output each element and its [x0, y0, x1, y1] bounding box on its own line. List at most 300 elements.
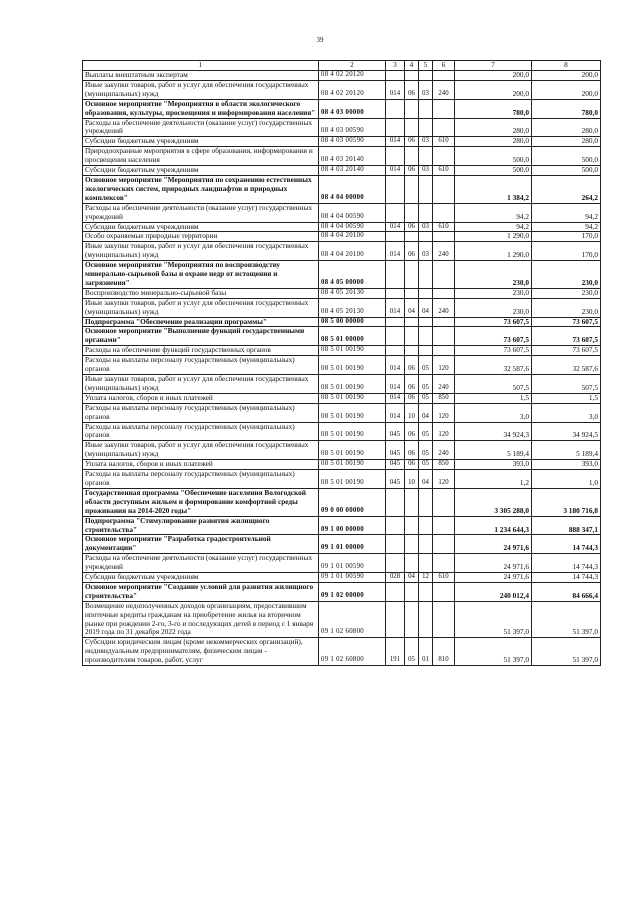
- table-row: [83, 166, 601, 176]
- row-name-cell: Подпрограмма "Стимулирование развития жилищного строительства": [83, 516, 319, 535]
- row-section-cell: 06: [405, 460, 419, 470]
- row-expense-type-cell: [433, 99, 455, 118]
- row-subsection-cell: 03: [419, 166, 433, 176]
- table-row: [83, 403, 601, 422]
- row-section-cell: 10: [405, 470, 419, 489]
- row-subsection-cell: 05: [419, 375, 433, 394]
- row-amount-cell: 200,0: [532, 71, 601, 81]
- table-row: [83, 118, 601, 137]
- row-expense-type-cell: 610: [433, 573, 455, 583]
- row-section-cell: 06: [405, 166, 419, 176]
- row-code-cell: 08 4 05 20130: [319, 298, 386, 317]
- row-code-cell: 08 4 04 00590: [319, 203, 386, 222]
- row-amount-cell: 94,2: [532, 203, 601, 222]
- row-section-cell: [405, 147, 419, 166]
- row-amount-cell: 500,0: [455, 166, 532, 176]
- row-section-cell: [405, 118, 419, 137]
- row-name-cell: Расходы на выплаты персоналу государственных (муниципальных) органов: [83, 422, 319, 441]
- row-code-cell: 08 5 01 00190: [319, 375, 386, 394]
- row-expense-type-cell: 120: [433, 356, 455, 375]
- row-code-cell: 09 1 00 00000: [319, 516, 386, 535]
- column-header: 4: [405, 61, 419, 71]
- row-section-cell: [405, 232, 419, 242]
- row-amount-cell: 230,0: [532, 261, 601, 289]
- row-subsection-cell: 01: [419, 638, 433, 666]
- row-code-cell: 08 4 03 00590: [319, 137, 386, 147]
- row-code-cell: 08 5 00 00000: [319, 317, 386, 327]
- row-amount-cell: 14 744,3: [532, 554, 601, 573]
- row-amount-cell: 393,0: [532, 460, 601, 470]
- row-code-cell: 08 5 01 00190: [319, 422, 386, 441]
- row-amount-cell: 200,0: [532, 80, 601, 99]
- row-expense-type-cell: 850: [433, 460, 455, 470]
- row-code-cell: 08 4 04 00000: [319, 175, 386, 203]
- table-row: [83, 137, 601, 147]
- row-section-cell: [405, 516, 419, 535]
- row-section-cell: [405, 535, 419, 554]
- row-name-cell: Основное мероприятие "Создание условий для развития жилищного строительства": [83, 582, 319, 601]
- row-subsection-cell: [419, 261, 433, 289]
- row-code-cell: 09 1 02 60800: [319, 638, 386, 666]
- row-expense-type-cell: 120: [433, 470, 455, 489]
- row-amount-cell: 230,0: [532, 288, 601, 298]
- row-amount-cell: 500,0: [532, 166, 601, 176]
- row-code-cell: 08 4 03 20140: [319, 147, 386, 166]
- row-name-cell: Субсидии юридическим лицам (кроме некоммерческих организаций), индивидуальным предпринимателям, физическим лицам - производителям товаров, работ, услуг: [83, 638, 319, 666]
- row-section-cell: 05: [405, 638, 419, 666]
- row-code-cell: 08 4 04 20100: [319, 242, 386, 261]
- row-amount-cell: 24 971,6: [455, 554, 532, 573]
- row-amount-cell: 280,0: [455, 118, 532, 137]
- row-name-cell: Уплата налогов, сборов и иных платежей: [83, 393, 319, 403]
- row-expense-type-cell: [433, 147, 455, 166]
- table-row: [83, 317, 601, 327]
- row-section-cell: [405, 288, 419, 298]
- row-amount-cell: 51 397,0: [532, 638, 601, 666]
- row-code-cell: 08 4 02 20120: [319, 71, 386, 81]
- row-amount-cell: 170,0: [532, 242, 601, 261]
- row-ministry-cell: 014: [386, 222, 405, 232]
- row-expense-type-cell: [433, 554, 455, 573]
- row-expense-type-cell: 240: [433, 441, 455, 460]
- row-amount-cell: 240 012,4: [455, 582, 532, 601]
- row-subsection-cell: 04: [419, 470, 433, 489]
- table-row: [83, 582, 601, 601]
- row-code-cell: 08 5 01 00190: [319, 356, 386, 375]
- row-expense-type-cell: [433, 516, 455, 535]
- header-row: [83, 61, 601, 71]
- row-ministry-cell: [386, 488, 405, 516]
- row-ministry-cell: 014: [386, 166, 405, 176]
- table-row: [83, 288, 601, 298]
- table-row: [83, 470, 601, 489]
- table-row: [83, 441, 601, 460]
- table-row: [83, 261, 601, 289]
- row-expense-type-cell: 240: [433, 375, 455, 394]
- row-ministry-cell: [386, 535, 405, 554]
- row-subsection-cell: [419, 488, 433, 516]
- row-subsection-cell: [419, 346, 433, 356]
- row-name-cell: Расходы на обеспечение деятельности (оказание услуг) государственных учреждений: [83, 554, 319, 573]
- row-expense-type-cell: 240: [433, 298, 455, 317]
- row-name-cell: Воспроизводство минерально-сырьевой базы: [83, 288, 319, 298]
- table-row: [83, 147, 601, 166]
- row-ministry-cell: 014: [386, 137, 405, 147]
- row-section-cell: 04: [405, 298, 419, 317]
- row-amount-cell: 34 924,3: [455, 422, 532, 441]
- row-name-cell: Субсидии бюджетным учреждениям: [83, 573, 319, 583]
- row-amount-cell: 73 607,5: [532, 327, 601, 346]
- row-amount-cell: 1 384,2: [455, 175, 532, 203]
- row-section-cell: [405, 317, 419, 327]
- row-amount-cell: 1,0: [532, 470, 601, 489]
- row-code-cell: 09 1 01 00590: [319, 573, 386, 583]
- row-amount-cell: 280,0: [532, 137, 601, 147]
- row-code-cell: 08 5 01 00000: [319, 327, 386, 346]
- row-expense-type-cell: [433, 346, 455, 356]
- row-expense-type-cell: [433, 327, 455, 346]
- row-code-cell: 08 4 03 00590: [319, 118, 386, 137]
- row-code-cell: 08 4 03 20140: [319, 166, 386, 176]
- row-name-cell: Расходы на выплаты персоналу государственных (муниципальных) органов: [83, 470, 319, 489]
- row-amount-cell: 500,0: [532, 147, 601, 166]
- row-expense-type-cell: [433, 118, 455, 137]
- row-name-cell: Иные закупки товаров, работ и услуг для обеспечения государственных (муниципальных) нужд: [83, 80, 319, 99]
- row-name-cell: Основное мероприятие "Разработка градостроительной документации": [83, 535, 319, 554]
- row-section-cell: [405, 346, 419, 356]
- table-row: [83, 346, 601, 356]
- row-amount-cell: 73 607,5: [455, 317, 532, 327]
- row-expense-type-cell: 610: [433, 137, 455, 147]
- row-subsection-cell: 05: [419, 422, 433, 441]
- row-amount-cell: 200,0: [455, 71, 532, 81]
- row-subsection-cell: [419, 535, 433, 554]
- table-row: [83, 327, 601, 346]
- table-row: [83, 175, 601, 203]
- row-amount-cell: 500,0: [455, 147, 532, 166]
- row-subsection-cell: 12: [419, 573, 433, 583]
- row-amount-cell: 507,5: [455, 375, 532, 394]
- row-amount-cell: 230,0: [455, 288, 532, 298]
- row-expense-type-cell: [433, 535, 455, 554]
- row-amount-cell: 1,2: [455, 470, 532, 489]
- row-section-cell: [405, 203, 419, 222]
- row-name-cell: Государственная программа "Обеспечение населения Вологодской области доступным жильем и формирование комфортной среды проживания на 2014-2020 годы": [83, 488, 319, 516]
- row-name-cell: Расходы на обеспечение функций государственных органов: [83, 346, 319, 356]
- row-amount-cell: 73 607,5: [455, 346, 532, 356]
- row-ministry-cell: [386, 99, 405, 118]
- row-amount-cell: 73 607,5: [455, 327, 532, 346]
- row-amount-cell: 51 397,0: [455, 638, 532, 666]
- row-name-cell: Иные закупки товаров, работ и услуг для обеспечения государственных (муниципальных) нужд: [83, 298, 319, 317]
- row-code-cell: 08 5 01 00190: [319, 403, 386, 422]
- row-ministry-cell: [386, 554, 405, 573]
- row-ministry-cell: [386, 288, 405, 298]
- row-ministry-cell: 014: [386, 298, 405, 317]
- row-amount-cell: 32 587,6: [532, 356, 601, 375]
- row-subsection-cell: [419, 516, 433, 535]
- table-row: [83, 80, 601, 99]
- row-name-cell: Основное мероприятие "Выполнение функций государственными органами": [83, 327, 319, 346]
- table-row: [83, 554, 601, 573]
- row-amount-cell: 780,0: [455, 99, 532, 118]
- row-subsection-cell: [419, 317, 433, 327]
- row-expense-type-cell: [433, 288, 455, 298]
- row-subsection-cell: [419, 175, 433, 203]
- row-section-cell: 04: [405, 573, 419, 583]
- row-expense-type-cell: 610: [433, 222, 455, 232]
- table-row: [83, 375, 601, 394]
- row-amount-cell: 94,2: [455, 222, 532, 232]
- row-code-cell: 08 4 02 20120: [319, 80, 386, 99]
- row-name-cell: Уплата налогов, сборов и иных платежей: [83, 460, 319, 470]
- row-ministry-cell: 014: [386, 242, 405, 261]
- row-ministry-cell: [386, 327, 405, 346]
- row-name-cell: Расходы на выплаты персоналу государственных (муниципальных) органов: [83, 403, 319, 422]
- row-amount-cell: 230,0: [532, 298, 601, 317]
- row-code-cell: 08 4 05 20130: [319, 288, 386, 298]
- row-amount-cell: 780,0: [532, 99, 601, 118]
- row-expense-type-cell: 120: [433, 422, 455, 441]
- row-name-cell: Расходы на обеспечение деятельности (оказание услуг) государственных учреждений: [83, 203, 319, 222]
- row-subsection-cell: [419, 601, 433, 638]
- row-amount-cell: 32 587,6: [455, 356, 532, 375]
- table-row: [83, 601, 601, 638]
- column-header: 7: [455, 61, 532, 71]
- row-amount-cell: 200,0: [455, 80, 532, 99]
- row-amount-cell: 230,0: [455, 298, 532, 317]
- row-name-cell: Субсидии бюджетным учреждениям: [83, 222, 319, 232]
- row-subsection-cell: 04: [419, 298, 433, 317]
- row-name-cell: Субсидии бюджетным учреждениям: [83, 137, 319, 147]
- row-amount-cell: 1 234 644,3: [455, 516, 532, 535]
- row-amount-cell: 3 180 716,8: [532, 488, 601, 516]
- table-row: [83, 298, 601, 317]
- row-name-cell: Субсидии бюджетным учреждениям: [83, 166, 319, 176]
- row-section-cell: 06: [405, 422, 419, 441]
- row-subsection-cell: 03: [419, 242, 433, 261]
- row-expense-type-cell: [433, 232, 455, 242]
- row-ministry-cell: [386, 175, 405, 203]
- row-ministry-cell: 014: [386, 356, 405, 375]
- row-expense-type-cell: 850: [433, 393, 455, 403]
- row-subsection-cell: 05: [419, 441, 433, 460]
- row-subsection-cell: [419, 71, 433, 81]
- row-ministry-cell: 045: [386, 460, 405, 470]
- table-row: [83, 203, 601, 222]
- row-amount-cell: 51 397,0: [455, 601, 532, 638]
- row-ministry-cell: [386, 203, 405, 222]
- row-amount-cell: 34 924,5: [532, 422, 601, 441]
- row-section-cell: 06: [405, 393, 419, 403]
- table-row: [83, 422, 601, 441]
- row-section-cell: [405, 71, 419, 81]
- row-subsection-cell: 05: [419, 356, 433, 375]
- row-ministry-cell: 014: [386, 403, 405, 422]
- row-subsection-cell: 05: [419, 393, 433, 403]
- row-expense-type-cell: [433, 175, 455, 203]
- row-amount-cell: 24 971,6: [455, 535, 532, 554]
- row-amount-cell: 170,0: [532, 232, 601, 242]
- row-ministry-cell: 014: [386, 80, 405, 99]
- row-ministry-cell: [386, 516, 405, 535]
- row-amount-cell: 3 305 288,0: [455, 488, 532, 516]
- page-number: 39: [316, 36, 324, 44]
- row-code-cell: 08 5 01 00190: [319, 470, 386, 489]
- table-row: [83, 460, 601, 470]
- row-amount-cell: 51 397,0: [532, 601, 601, 638]
- row-amount-cell: 507,5: [532, 375, 601, 394]
- row-amount-cell: 84 666,4: [532, 582, 601, 601]
- row-name-cell: Выплаты внештатным экспертам: [83, 71, 319, 81]
- row-amount-cell: 94,2: [455, 203, 532, 222]
- row-name-cell: Особо охраняемые природные территории: [83, 232, 319, 242]
- row-subsection-cell: 03: [419, 80, 433, 99]
- row-subsection-cell: [419, 554, 433, 573]
- row-amount-cell: 24 971,6: [455, 573, 532, 583]
- column-header: 8: [532, 61, 601, 71]
- row-section-cell: 06: [405, 441, 419, 460]
- row-subsection-cell: [419, 232, 433, 242]
- row-section-cell: 06: [405, 80, 419, 99]
- table-row: [83, 71, 601, 81]
- table-row: [83, 356, 601, 375]
- row-expense-type-cell: 240: [433, 242, 455, 261]
- row-section-cell: [405, 601, 419, 638]
- row-ministry-cell: 045: [386, 422, 405, 441]
- row-amount-cell: 3,0: [532, 403, 601, 422]
- row-amount-cell: 14 744,3: [532, 573, 601, 583]
- row-amount-cell: 3,0: [455, 403, 532, 422]
- row-section-cell: 10: [405, 403, 419, 422]
- row-name-cell: Иные закупки товаров, работ и услуг для обеспечения государственных (муниципальных) нужд: [83, 242, 319, 261]
- row-ministry-cell: [386, 118, 405, 137]
- row-expense-type-cell: 810: [433, 638, 455, 666]
- row-ministry-cell: [386, 582, 405, 601]
- row-subsection-cell: 04: [419, 403, 433, 422]
- row-amount-cell: 94,2: [532, 222, 601, 232]
- row-subsection-cell: [419, 147, 433, 166]
- row-ministry-cell: [386, 147, 405, 166]
- row-section-cell: 06: [405, 242, 419, 261]
- row-expense-type-cell: [433, 203, 455, 222]
- row-code-cell: 08 5 01 00190: [319, 346, 386, 356]
- row-ministry-cell: 045: [386, 441, 405, 460]
- row-section-cell: [405, 261, 419, 289]
- row-code-cell: 08 4 04 20100: [319, 232, 386, 242]
- row-name-cell: Иные закупки товаров, работ и услуг для обеспечения государственных (муниципальных) нужд: [83, 441, 319, 460]
- row-expense-type-cell: [433, 488, 455, 516]
- row-expense-type-cell: 240: [433, 80, 455, 99]
- row-expense-type-cell: [433, 317, 455, 327]
- row-amount-cell: 1,5: [532, 393, 601, 403]
- row-expense-type-cell: 610: [433, 166, 455, 176]
- row-expense-type-cell: [433, 582, 455, 601]
- table-row: [83, 222, 601, 232]
- row-expense-type-cell: [433, 261, 455, 289]
- row-name-cell: Расходы на выплаты персоналу государственных (муниципальных) органов: [83, 356, 319, 375]
- row-section-cell: [405, 327, 419, 346]
- row-amount-cell: 73 607,5: [532, 317, 601, 327]
- table-row: [83, 242, 601, 261]
- row-section-cell: 06: [405, 356, 419, 375]
- row-expense-type-cell: [433, 71, 455, 81]
- row-amount-cell: 280,0: [455, 137, 532, 147]
- row-code-cell: 08 4 05 00000: [319, 261, 386, 289]
- row-code-cell: 08 4 04 00590: [319, 222, 386, 232]
- column-header: 5: [419, 61, 433, 71]
- table-row: [83, 535, 601, 554]
- row-ministry-cell: 045: [386, 470, 405, 489]
- row-code-cell: 08 5 01 00190: [319, 460, 386, 470]
- row-section-cell: [405, 175, 419, 203]
- table-row: [83, 488, 601, 516]
- row-ministry-cell: [386, 601, 405, 638]
- row-section-cell: 06: [405, 375, 419, 394]
- column-header: 3: [386, 61, 405, 71]
- row-name-cell: Иные закупки товаров, работ и услуг для обеспечения государственных (муниципальных) нужд: [83, 375, 319, 394]
- row-amount-cell: 888 347,1: [532, 516, 601, 535]
- column-header: 1: [83, 61, 319, 71]
- row-amount-cell: 5 189,4: [455, 441, 532, 460]
- row-section-cell: [405, 554, 419, 573]
- table-row: [83, 393, 601, 403]
- table-row: [83, 232, 601, 242]
- row-name-cell: Основное мероприятие "Мероприятия по сохранению естественных экологических систем, природных ландшафтов и природных комплексов": [83, 175, 319, 203]
- row-amount-cell: 14 744,3: [532, 535, 601, 554]
- row-code-cell: 08 5 01 00190: [319, 393, 386, 403]
- row-section-cell: [405, 99, 419, 118]
- row-code-cell: 09 1 01 00000: [319, 535, 386, 554]
- row-subsection-cell: 03: [419, 137, 433, 147]
- row-amount-cell: 280,0: [532, 118, 601, 137]
- row-amount-cell: 5 189,4: [532, 441, 601, 460]
- row-code-cell: 08 4 03 00000: [319, 99, 386, 118]
- row-ministry-cell: 014: [386, 375, 405, 394]
- row-subsection-cell: [419, 327, 433, 346]
- row-code-cell: 09 1 02 00000: [319, 582, 386, 601]
- row-amount-cell: 393,0: [455, 460, 532, 470]
- row-ministry-cell: [386, 317, 405, 327]
- row-ministry-cell: [386, 71, 405, 81]
- row-name-cell: Природоохранные мероприятия в сфере образования, информирования и просвещения населения: [83, 147, 319, 166]
- row-name-cell: Расходы на обеспечение деятельности (оказание услуг) государственных учреждений: [83, 118, 319, 137]
- row-ministry-cell: 191: [386, 638, 405, 666]
- row-subsection-cell: [419, 203, 433, 222]
- table-row: [83, 638, 601, 666]
- row-code-cell: 08 5 01 00190: [319, 441, 386, 460]
- row-code-cell: 09 1 02 60800: [319, 601, 386, 638]
- row-section-cell: 06: [405, 137, 419, 147]
- table-row: [83, 573, 601, 583]
- row-amount-cell: 1,5: [455, 393, 532, 403]
- row-name-cell: Подпрограмма "Обеспечение реализации программы": [83, 317, 319, 327]
- row-expense-type-cell: 120: [433, 403, 455, 422]
- row-subsection-cell: [419, 99, 433, 118]
- row-section-cell: [405, 582, 419, 601]
- row-amount-cell: 1 290,0: [455, 242, 532, 261]
- row-ministry-cell: [386, 261, 405, 289]
- row-name-cell: Основное мероприятие "Мероприятия в области экологического образования, культуры, просвещения и информирования населения": [83, 99, 319, 118]
- row-subsection-cell: [419, 118, 433, 137]
- row-amount-cell: 230,0: [455, 261, 532, 289]
- row-ministry-cell: 028: [386, 573, 405, 583]
- row-subsection-cell: 05: [419, 460, 433, 470]
- row-name-cell: Основное мероприятие "Мероприятия по воспроизводству минерально-сырьевой базы и охране недр от истощения и загрязнения": [83, 261, 319, 289]
- row-amount-cell: 73 607,5: [532, 346, 601, 356]
- row-code-cell: 09 0 00 00000: [319, 488, 386, 516]
- row-amount-cell: 1 290,0: [455, 232, 532, 242]
